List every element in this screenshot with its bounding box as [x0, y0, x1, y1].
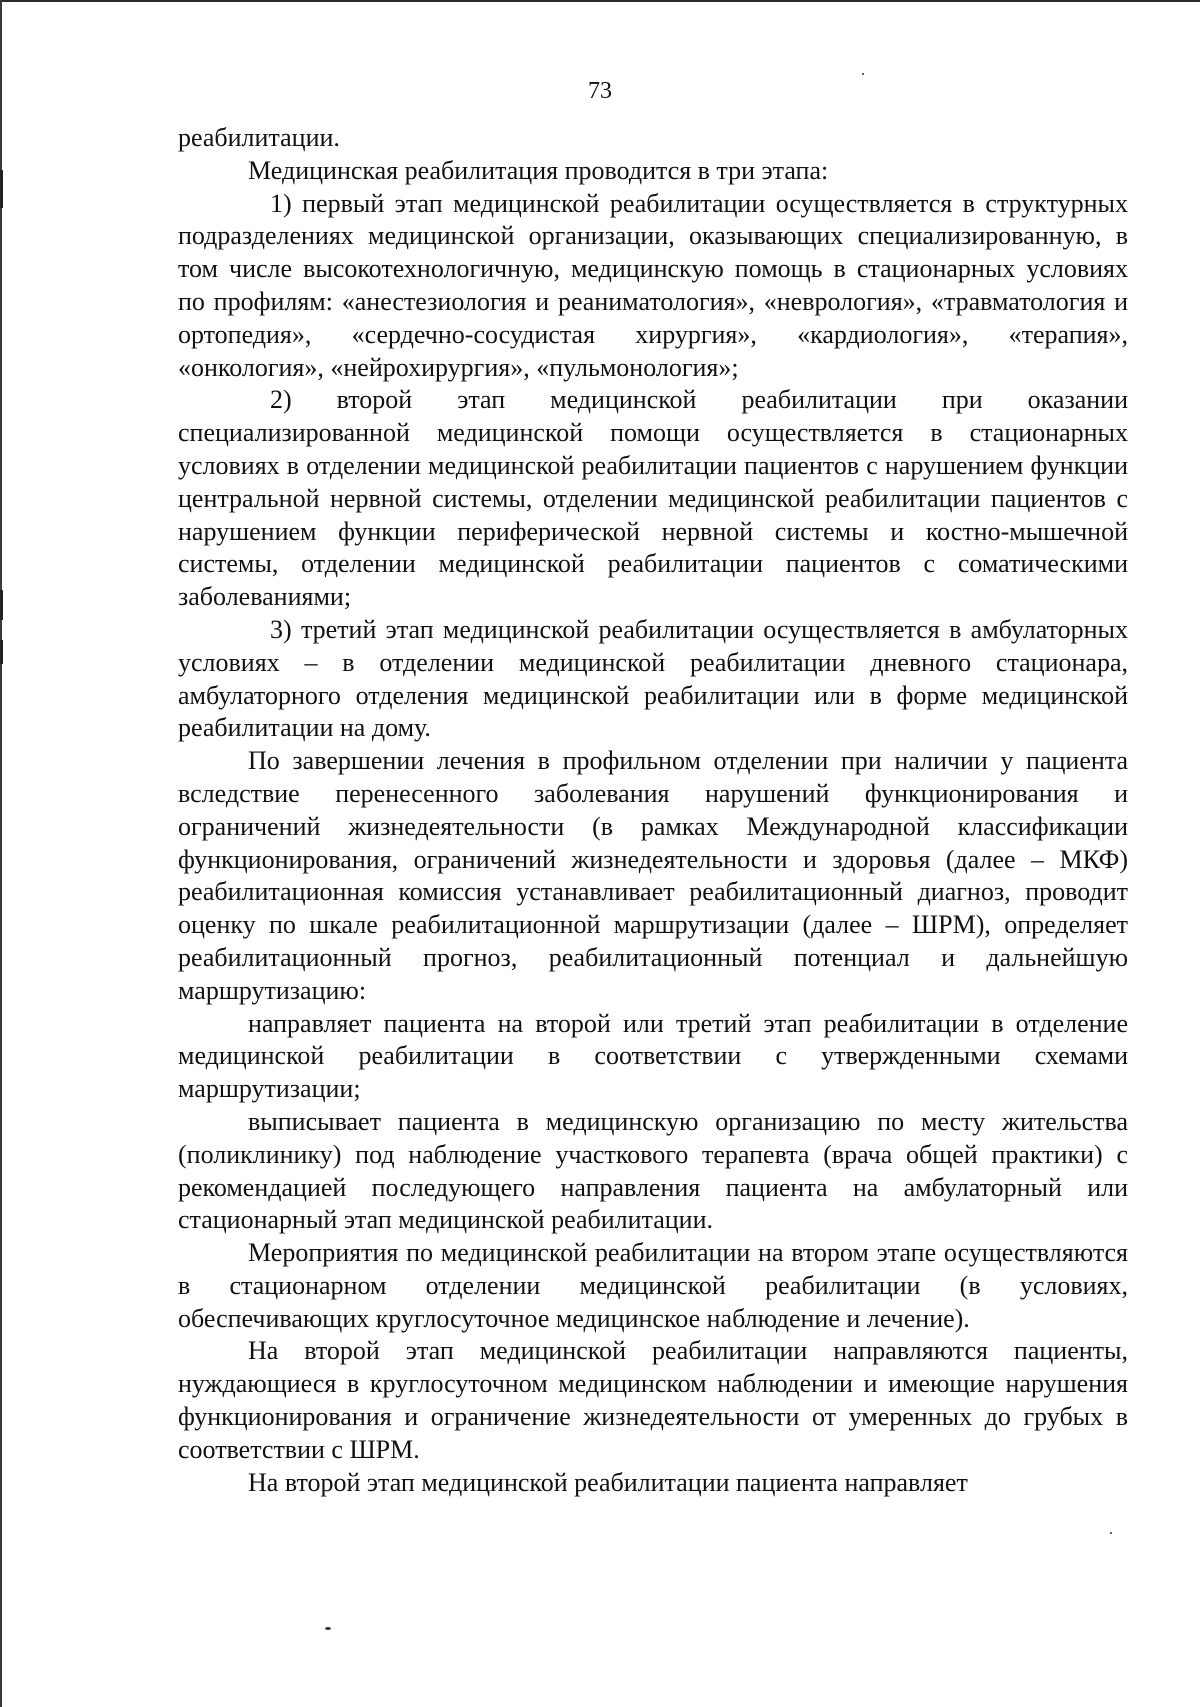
paragraph: направляет пациента на второй или третий этап реабилитации в отделение медицинской реабилитации в соответствии с утвержденными схемами маршрутизации;: [178, 1008, 1128, 1104]
paragraph: На второй этап медицинской реабилитации пациента направляет: [248, 1467, 968, 1497]
paragraph: Медицинская реабилитация проводится в три этапа:: [248, 155, 829, 185]
page-number: 73: [588, 78, 612, 104]
paragraph: выписывает пациента в медицинскую организацию по месту жительства (поликлинику) под наблюдение участкового терапевта (врача общей практики) с рекомендацией последующего направления пациента на амбулаторный или стационарный этап медицинской реабилитации.: [178, 1106, 1128, 1235]
paragraph: 1) первый этап медицинской реабилитации осуществляется в структурных подразделениях медицинской организации, оказывающих специализированную, в том числе высокотехнологичную, медицинскую помощь в стационарных условиях по профилям: «анестезиология и реаниматология», «неврология», «травматология и ортопедия», «сердечно-сосудистая хирургия», «кардиология», «терапия», «онкология», «нейрохирургия», «пульмонология»;: [178, 188, 1128, 382]
scan-speck: [862, 73, 864, 75]
paragraph: 2) второй этап медицинской реабилитации при оказании специализированной медицинской помощи осуществляется в стационарных условиях в отделении медицинской реабилитации пациентов с нарушением функции центральной нервной системы, отделении медицинской реабилитации пациентов с нарушением функции периферической нервной системы и костно-мышечной системы, отделении медицинской реабилитации пациентов с соматическими заболеваниями;: [178, 385, 1128, 612]
scan-edge-top: [0, 0, 1200, 2]
document-body: [178, 122, 1128, 1499]
scan-edge-mark: [0, 640, 3, 664]
scan-edge-mark: [0, 170, 3, 208]
paragraph: По завершении лечения в профильном отделении при наличии у пациента вследствие перенесенного заболевания нарушений функционирования и ограничений жизнедеятельности (в рамках Международной классификации функционирования, ограничений жизнедеятельности и здоровья (далее – МКФ) реабилитационная комиссия устанавливает реабилитационный диагноз, проводит оценку по шкале реабилитационной маршрутизации (далее – ШРМ), определяет реабилитационный прогноз, реабилитационный потенциал и дальнейшую маршрутизацию:: [178, 746, 1128, 1005]
scan-speck: [325, 1627, 331, 1630]
scan-edge-left: [0, 0, 2, 1707]
scan-edge-mark: [0, 590, 3, 620]
paragraph: На второй этап медицинской реабилитации направляются пациенты, нуждающиеся в круглосуточном медицинском наблюдении и имеющие нарушения функционирования и ограничение жизнедеятельности от умеренных до грубых в соответствии с ШРМ.: [178, 1336, 1128, 1464]
paragraph: Мероприятия по медицинской реабилитации на втором этапе осуществляются в стационарном отделении медицинской реабилитации (в условиях, обеспечивающих круглосуточное медицинское наблюдение и лечение).: [178, 1238, 1128, 1333]
paragraph: 3) третий этап медицинской реабилитации осуществляется в амбулаторных условиях – в отделении медицинской реабилитации дневного стационара, амбулаторного отделения медицинской реабилитации или в форме медицинской реабилитации на дому.: [178, 614, 1128, 743]
paragraph: реабилитации.: [178, 123, 340, 152]
scan-speck: [1110, 1532, 1112, 1534]
